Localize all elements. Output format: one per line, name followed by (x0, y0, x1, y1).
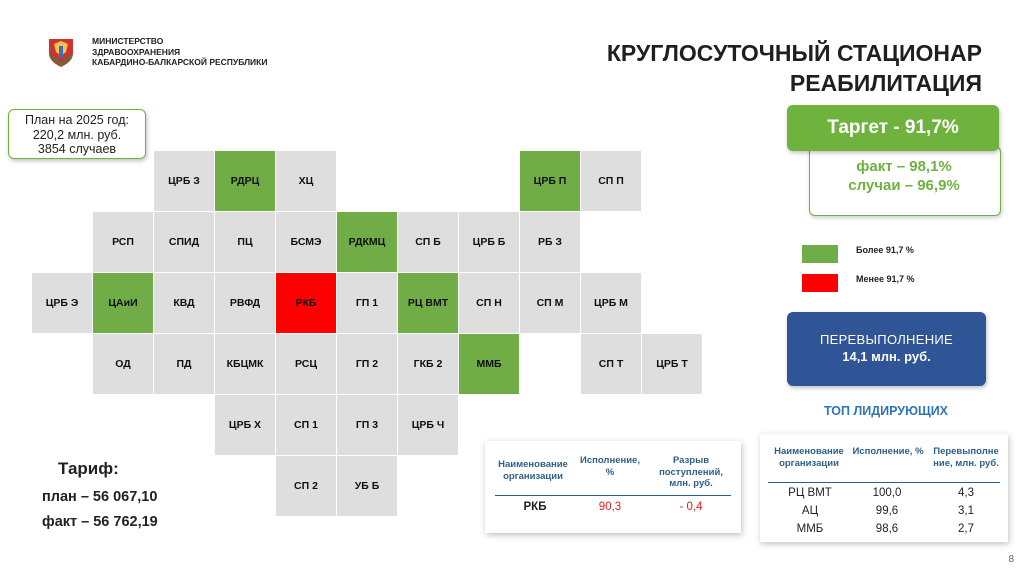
table-header: Исполнение, % (580, 455, 640, 478)
title-line: РЕАБИЛИТАЦИЯ (789, 70, 982, 96)
org-tile[interactable]: ЦРБ М (581, 273, 641, 333)
table-header: Исполнение, % (852, 446, 924, 457)
org-tile[interactable]: ЦРБ Х (215, 395, 275, 455)
tariff-heading: Тариф: (58, 459, 119, 478)
org-tile[interactable]: ЦРБ Ч (398, 395, 458, 455)
plan-line: 3854 случаев (37, 142, 117, 156)
table-header: Перевыполне ние, млн. руб. (933, 446, 999, 469)
org-tile[interactable]: ЦАиИ (93, 273, 153, 333)
org-tile[interactable]: РСП (93, 212, 153, 272)
org-tile[interactable]: РДКМЦ (337, 212, 397, 272)
org-tile[interactable]: СП П (581, 151, 641, 211)
ministry-name (92, 36, 267, 68)
overfulfillment-title: ПЕРЕВЫПОЛНЕНИЕ (819, 332, 954, 347)
table-cell: 2,7 (958, 523, 974, 535)
org-tile[interactable]: ГП 1 (337, 273, 397, 333)
header-divider (768, 482, 1000, 483)
top-leaders-table (760, 434, 1008, 542)
org-tile[interactable]: КВД (154, 273, 214, 333)
org-tile[interactable]: СП Т (581, 334, 641, 394)
coat-of-arms-icon (46, 36, 76, 68)
org-tile[interactable]: ХЦ (276, 151, 336, 211)
fact-values (809, 157, 999, 195)
org-tile[interactable]: РДРЦ (215, 151, 275, 211)
overfulfillment-value: 14,1 млн. руб. (842, 349, 931, 364)
tariff-fact: факт – 56 762,19 (42, 514, 158, 530)
org-tile[interactable]: СПИД (154, 212, 214, 272)
org-tile[interactable]: ПД (154, 334, 214, 394)
table-cell: РЦ ВМТ (788, 487, 832, 499)
table-cell: 3,1 (958, 505, 974, 517)
legend-label-above: Более 91,7 % (856, 245, 914, 255)
table-header: Разрыв поступлений, млн. руб. (659, 455, 723, 489)
plan-line: 220,2 млн. руб. (32, 127, 122, 142)
page-title (607, 38, 982, 98)
org-tile[interactable]: КБЦМК (215, 334, 275, 394)
ministry-line: КАБАРДИНО-БАЛКАРСКОЙ РЕСПУБЛИКИ (92, 57, 268, 67)
plan-line: План на 2025 год: (25, 113, 129, 127)
legend-swatch-red (802, 274, 838, 292)
org-tile[interactable]: СП 2 (276, 456, 336, 516)
fact-percent: факт – 98,1% (856, 158, 952, 175)
org-tile[interactable]: ЦРБ Э (32, 273, 92, 333)
table-cell: 90,3 (598, 501, 622, 513)
table-cell: 98,6 (875, 523, 899, 535)
table-cell: АЦ (801, 505, 819, 517)
ministry-line: ЗДРАВООХРАНЕНИЯ (92, 46, 181, 57)
underperformer-table (485, 441, 741, 533)
org-tile[interactable]: СП Б (398, 212, 458, 272)
org-tile[interactable]: РВФД (215, 273, 275, 333)
overfulfillment-box (787, 312, 986, 386)
org-tile[interactable]: ЦРБ Б (459, 212, 519, 272)
top-leaders-heading: ТОП ЛИДИРУЮЩИХ (823, 404, 949, 418)
table-header: Наименование организации (498, 459, 568, 482)
org-tile[interactable]: ОД (93, 334, 153, 394)
org-tile[interactable]: СП 1 (276, 395, 336, 455)
table-cell: РКБ (523, 501, 547, 513)
plan-box (8, 109, 146, 159)
org-tile[interactable]: РКБ (276, 273, 336, 333)
table-cell: 100,0 (872, 487, 902, 499)
org-tile[interactable]: ПЦ (215, 212, 275, 272)
org-tile[interactable]: ГКБ 2 (398, 334, 458, 394)
org-tile[interactable]: ГП 2 (337, 334, 397, 394)
page-number: 8 (1008, 554, 1014, 565)
target-badge: Таргет - 91,7% (787, 105, 999, 151)
legend-label-below: Менее 91,7 % (856, 274, 915, 284)
tariff-plan: план – 56 067,10 (42, 489, 158, 505)
org-tile[interactable]: ГП 3 (337, 395, 397, 455)
org-tile[interactable]: ЦРБ Т (642, 334, 702, 394)
legend-swatch-green (802, 245, 838, 263)
org-tile[interactable]: РСЦ (276, 334, 336, 394)
org-tile[interactable]: РЦ ВМТ (398, 273, 458, 333)
header-divider (495, 495, 731, 496)
org-tile[interactable]: БСМЭ (276, 212, 336, 272)
org-tile[interactable]: ЦРБ П (520, 151, 580, 211)
cases-percent: случаи – 96,9% (848, 177, 960, 194)
table-header: Наименование организации (774, 446, 844, 469)
org-tile[interactable]: ЦРБ З (154, 151, 214, 211)
org-tile[interactable]: РБ З (520, 212, 580, 272)
org-tile[interactable]: ММБ (459, 334, 519, 394)
table-cell: - 0,4 (679, 501, 703, 513)
org-tile[interactable]: СП М (520, 273, 580, 333)
title-line: КРУГЛОСУТОЧНЫЙ СТАЦИОНАР (606, 40, 982, 66)
org-tile[interactable]: СП Н (459, 273, 519, 333)
table-cell: ММБ (796, 523, 824, 535)
table-cell: 4,3 (958, 487, 974, 499)
org-tile[interactable]: УБ Б (337, 456, 397, 516)
table-cell: 99,6 (875, 505, 899, 517)
ministry-line: МИНИСТЕРСТВО (92, 36, 164, 46)
